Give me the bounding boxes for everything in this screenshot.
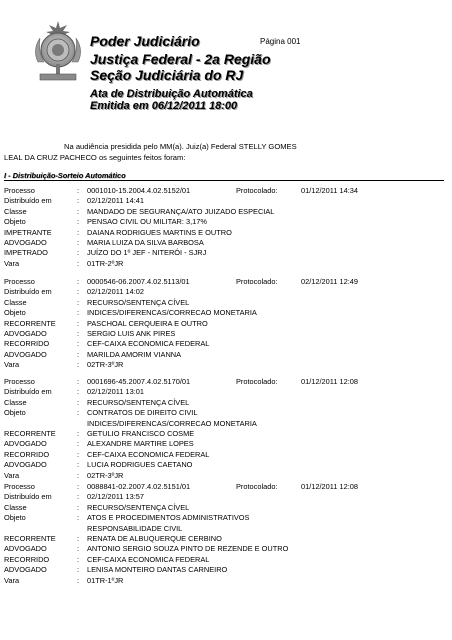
field-colon: : xyxy=(77,377,80,386)
field-value: 0000546-06.2007.4.02.5113/01 xyxy=(87,277,190,286)
field-value: 02TR-3ºJR xyxy=(87,470,124,480)
field-label: RECORRIDO xyxy=(4,339,50,349)
field-value: 02/12/2011 14:02 xyxy=(87,287,144,297)
field-value: 01TR-1ºJR xyxy=(87,575,124,585)
record-field-row xyxy=(4,360,444,370)
field-label: Objeto xyxy=(4,308,26,318)
field-colon: : xyxy=(77,206,80,216)
field-colon: : xyxy=(77,565,80,575)
field-value: CEF-CAIXA ECONOMICA FEDERAL xyxy=(87,449,210,459)
field-colon: : xyxy=(77,360,80,370)
field-colon: : xyxy=(77,196,80,206)
record-field-row xyxy=(4,350,444,360)
field-value: 02TR-3ºJR xyxy=(87,360,124,370)
protocolado-date: 01/12/2011 14:34 xyxy=(301,186,358,195)
field-colon: : xyxy=(77,349,80,359)
ata-title: Ata de Distribuição Automática xyxy=(90,88,253,100)
field-colon: : xyxy=(77,277,80,286)
field-label: IMPETRANTE xyxy=(4,227,52,237)
field-value: PENSAO CIVIL OU MILITAR: 3,17% xyxy=(87,217,207,227)
record-field-row xyxy=(4,576,444,586)
field-colon: : xyxy=(77,248,80,258)
field-colon: : xyxy=(77,428,80,438)
field-label: RECORRIDO xyxy=(4,554,50,564)
field-colon: : xyxy=(77,328,80,338)
field-colon: : xyxy=(77,318,80,328)
record-field-row xyxy=(4,377,444,387)
record-field-row xyxy=(4,408,444,429)
field-label: Classe xyxy=(4,502,27,512)
record-field-row xyxy=(4,544,444,554)
field-value: JUÍZO DO 1º JEF - NITERÓI - SJRJ xyxy=(87,248,207,258)
coat-of-arms-emblem xyxy=(30,20,86,84)
field-colon: : xyxy=(77,186,80,195)
field-label: Objeto xyxy=(4,217,26,227)
record-field-row xyxy=(4,513,444,534)
field-value: INDICES/DIFERENCAS/CORRECAO MONETARIA xyxy=(87,308,257,318)
page-number: Página 001 xyxy=(260,37,301,46)
record-field-row xyxy=(4,319,444,329)
field-colon: : xyxy=(77,287,80,297)
field-colon: : xyxy=(77,470,80,480)
header-title-secao-judiciaria: Seção Judiciária do RJ xyxy=(90,67,244,83)
record-field-row xyxy=(4,329,444,339)
field-value: RECURSO/SENTENÇA CÍVEL xyxy=(87,397,190,407)
record-field-row xyxy=(4,429,444,439)
field-label: RECORRENTE xyxy=(4,428,56,438)
field-label: Vara xyxy=(4,470,20,480)
field-value: CEF-CAIXA ECONOMICA FEDERAL xyxy=(87,554,210,564)
field-label: ADVOGADO xyxy=(4,328,47,338)
field-label: Objeto xyxy=(4,513,26,523)
field-colon: : xyxy=(77,439,80,449)
field-value: RECURSO/SENTENÇA CÍVEL xyxy=(87,502,190,512)
field-colon: : xyxy=(77,297,80,307)
case-record xyxy=(4,377,444,481)
section-title: I - Distribuição-Sorteio Automático xyxy=(4,171,126,180)
intro-line-1: Na audiência presidida pelo MM(a). Juiz(a) Federal STELLY GOMES xyxy=(64,142,297,151)
field-value: SERGIO LUIS ANK PIRES xyxy=(87,328,176,338)
field-label: Vara xyxy=(4,575,20,585)
field-value: LUCIA RODRIGUES CAETANO xyxy=(87,460,193,470)
field-label: Processo xyxy=(4,377,35,386)
field-label: Processo xyxy=(4,186,35,195)
field-value: CEF-CAIXA ECONOMICA FEDERAL xyxy=(87,339,210,349)
field-colon: : xyxy=(77,217,80,227)
field-value: MANDADO DE SEGURANÇA/ATO JUIZADO ESPECIAL xyxy=(87,206,275,216)
field-value: MARILDA AMORIM VIANNA xyxy=(87,349,182,359)
record-field-row xyxy=(4,460,444,470)
record-field-row xyxy=(4,482,444,492)
field-colon: : xyxy=(77,554,80,564)
record-field-row xyxy=(4,228,444,238)
record-field-row xyxy=(4,534,444,544)
field-label: Processo xyxy=(4,482,35,491)
field-value: RENATA DE ALBUQUERQUE CERBINO xyxy=(87,533,222,543)
field-colon: : xyxy=(77,237,80,247)
field-label: Objeto xyxy=(4,408,26,418)
field-label: Distribuído em xyxy=(4,387,52,397)
field-label: RECORRENTE xyxy=(4,318,56,328)
field-value: 0088841-02.2007.4.02.5151/01 xyxy=(87,482,191,491)
field-colon: : xyxy=(77,513,80,523)
field-value: PASCHOAL CERQUEIRA E OUTRO xyxy=(87,318,208,328)
field-label: Classe xyxy=(4,206,27,216)
record-field-row xyxy=(4,555,444,565)
record-field-row xyxy=(4,492,444,502)
field-label: ADVOGADO xyxy=(4,349,47,359)
field-label: ADVOGADO xyxy=(4,544,47,554)
protocolado-label: Protocolado: xyxy=(236,377,278,386)
record-field-row xyxy=(4,298,444,308)
record-field-row xyxy=(4,439,444,449)
field-colon: : xyxy=(77,308,80,318)
record-field-row xyxy=(4,339,444,349)
field-label: RECORRENTE xyxy=(4,533,56,543)
protocolado-date: 01/12/2011 12:08 xyxy=(301,377,358,386)
record-field-row xyxy=(4,259,444,269)
field-value: ATOS E PROCEDIMENTOS ADMINISTRATIVOS RESPONSABILIDADE CIVIL xyxy=(87,513,250,533)
field-label: ADVOGADO xyxy=(4,237,47,247)
field-colon: : xyxy=(77,227,80,237)
case-record xyxy=(4,482,444,586)
field-colon: : xyxy=(77,339,80,349)
field-value: RECURSO/SENTENÇA CÍVEL xyxy=(87,297,190,307)
intro-paragraph xyxy=(4,141,444,163)
record-field-row xyxy=(4,565,444,575)
field-label: Distribuído em xyxy=(4,492,52,502)
protocolado-date: 01/12/2011 12:08 xyxy=(301,482,358,491)
field-label: ADVOGADO xyxy=(4,460,47,470)
record-field-row xyxy=(4,238,444,248)
field-colon: : xyxy=(77,258,80,268)
field-colon: : xyxy=(77,502,80,512)
field-label: IMPETRADO xyxy=(4,248,48,258)
field-label: Vara xyxy=(4,258,20,268)
field-label: Distribuído em xyxy=(4,287,52,297)
record-field-row xyxy=(4,217,444,227)
field-colon: : xyxy=(77,575,80,585)
field-label: RECORRIDO xyxy=(4,449,50,459)
field-value: 02/12/2011 13:57 xyxy=(87,492,144,502)
case-record xyxy=(4,186,444,269)
record-field-row xyxy=(4,186,444,196)
field-label: ADVOGADO xyxy=(4,565,47,575)
field-colon: : xyxy=(77,408,80,418)
record-field-row xyxy=(4,248,444,258)
field-label: Vara xyxy=(4,360,20,370)
field-colon: : xyxy=(77,482,80,491)
record-field-row xyxy=(4,277,444,287)
intro-line-2: LEAL DA CRUZ PACHECO os seguintes feitos foram: xyxy=(4,153,186,162)
protocolado-label: Protocolado: xyxy=(236,186,278,195)
field-value: ANTONIO SERGIO SOUZA PINTO DE REZENDE E OUTRO xyxy=(87,544,289,554)
field-colon: : xyxy=(77,387,80,397)
field-colon: : xyxy=(77,492,80,502)
record-field-row xyxy=(4,471,444,481)
field-value: GETULIO FRANCISCO COSME xyxy=(87,428,195,438)
field-colon: : xyxy=(77,449,80,459)
header-title-poder-judiciario: Poder Judiciário xyxy=(90,33,200,49)
emission-date: Emitida em 06/12/2011 18:00 xyxy=(90,100,238,112)
record-field-row xyxy=(4,308,444,318)
record-field-row xyxy=(4,398,444,408)
record-field-row xyxy=(4,207,444,217)
record-field-row xyxy=(4,450,444,460)
field-value: DAIANA RODRIGUES MARTINS E OUTRO xyxy=(87,227,232,237)
field-colon: : xyxy=(77,460,80,470)
field-label: Processo xyxy=(4,277,35,286)
field-label: ADVOGADO xyxy=(4,439,47,449)
field-label: Classe xyxy=(4,297,27,307)
field-label: Distribuído em xyxy=(4,196,52,206)
record-field-row xyxy=(4,287,444,297)
field-value: 0001010-15.2004.4.02.5152/01 xyxy=(87,186,191,195)
field-value: 02/12/2011 13:01 xyxy=(87,387,144,397)
field-label: Classe xyxy=(4,397,27,407)
protocolado-date: 02/12/2011 12:49 xyxy=(301,277,358,286)
field-colon: : xyxy=(77,544,80,554)
record-field-row xyxy=(4,196,444,206)
field-value: MARIA LUIZA DA SILVA BARBOSA xyxy=(87,237,204,247)
field-value: 0001696-45.2007.4.02.5170/01 xyxy=(87,377,191,386)
field-value: ALEXANDRE MARTIRE LOPES xyxy=(87,439,194,449)
field-value: LENISA MONTEIRO DANTAS CARNEIRO xyxy=(87,565,228,575)
field-value: 02/12/2011 14:41 xyxy=(87,196,144,206)
header-title-justica-federal: Justiça Federal - 2a Região xyxy=(90,51,271,67)
record-field-row xyxy=(4,503,444,513)
section-divider xyxy=(4,180,444,181)
field-colon: : xyxy=(77,397,80,407)
case-record xyxy=(4,277,444,371)
field-value: CONTRATOS DE DIREITO CIVIL INDICES/DIFERENCAS/CORRECAO MONETARIA xyxy=(87,408,257,428)
field-colon: : xyxy=(77,533,80,543)
protocolado-label: Protocolado: xyxy=(236,482,278,491)
field-value: 01TR-2ºJR xyxy=(87,258,124,268)
record-field-row xyxy=(4,387,444,397)
protocolado-label: Protocolado: xyxy=(236,277,278,286)
